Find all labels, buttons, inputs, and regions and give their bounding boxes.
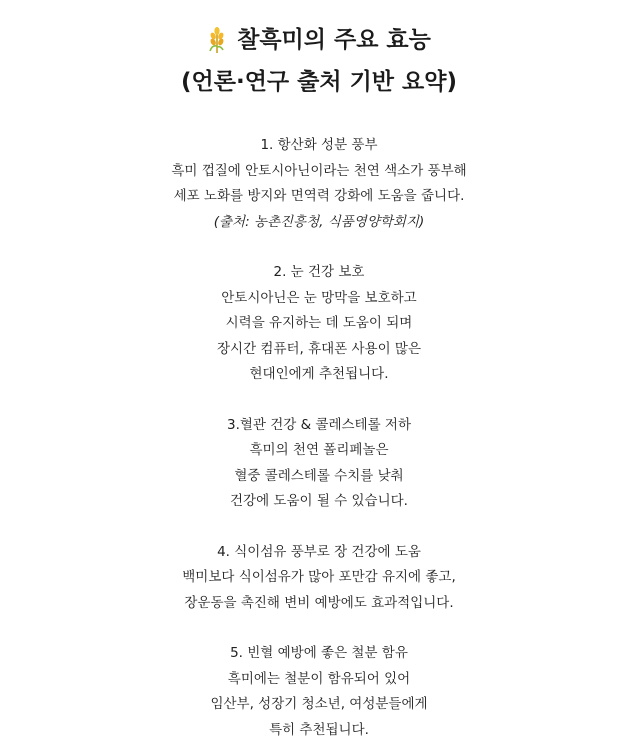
section-text-line: 세포 노화를 방지와 면역력 강화에 도움을 줍니다. <box>173 188 465 204</box>
title-row <box>0 22 638 58</box>
section-text-line: 안토시아닌은 눈 망막을 보호하고 <box>221 289 417 306</box>
benefit-section <box>0 413 638 515</box>
section-heading: 4. 식이섬유 풍부로 장 건강에 도움 <box>217 543 421 560</box>
section-text-line: 현대인에게 추천됩니다. <box>249 366 389 382</box>
section-text-line: 시력을 유지하는 데 도움이 되며 <box>225 315 413 331</box>
section-heading: 2. 눈 건강 보호 <box>273 264 365 280</box>
benefit-section <box>0 540 638 617</box>
benefit-sections <box>0 133 638 743</box>
wheat-icon <box>207 26 227 54</box>
section-text-line: 장운동을 촉진해 변비 예방에도 효과적입니다. <box>184 594 454 611</box>
benefit-section <box>0 641 638 743</box>
section-heading: 1. 항산화 성분 풍부 <box>260 137 378 153</box>
section-heading: 5. 빈혈 예방에 좋은 철분 함유 <box>230 645 408 661</box>
benefit-section <box>0 133 638 235</box>
section-text-line: 장시간 컴퓨터, 휴대폰 사용이 많은 <box>216 340 422 357</box>
page-subtitle: (언론·연구 출처 기반 요약) <box>181 69 457 95</box>
benefit-section <box>0 260 638 388</box>
section-text-line: 혈중 콜레스테롤 수치를 낮춰 <box>234 467 404 484</box>
section-text-line: 특히 추천됩니다. <box>269 721 369 738</box>
section-text-line: 흑미에는 철분이 함유되어 있어 <box>227 670 411 687</box>
section-text-line: 백미보다 식이섬유가 많아 포만감 유지에 좋고, <box>182 569 456 585</box>
section-text-line: 흑미의 천연 폴리페놀은 <box>249 442 389 458</box>
section-text-line: 건강에 도움이 될 수 있습니다. <box>230 493 408 509</box>
section-heading: 3.혈관 건강 & 콜레스테롤 저하 <box>226 416 412 433</box>
section-text-line: 임산부, 성장기 청소년, 여성분들에게 <box>210 696 428 712</box>
page-title: 찰흑미의 주요 효능 <box>237 27 431 53</box>
section-source: (출처: 농촌진흥청, 식품영양학회지) <box>213 213 425 230</box>
section-text-line: 흑미 껍질에 안토시아닌이라는 천연 색소가 풍부해 <box>171 162 467 179</box>
